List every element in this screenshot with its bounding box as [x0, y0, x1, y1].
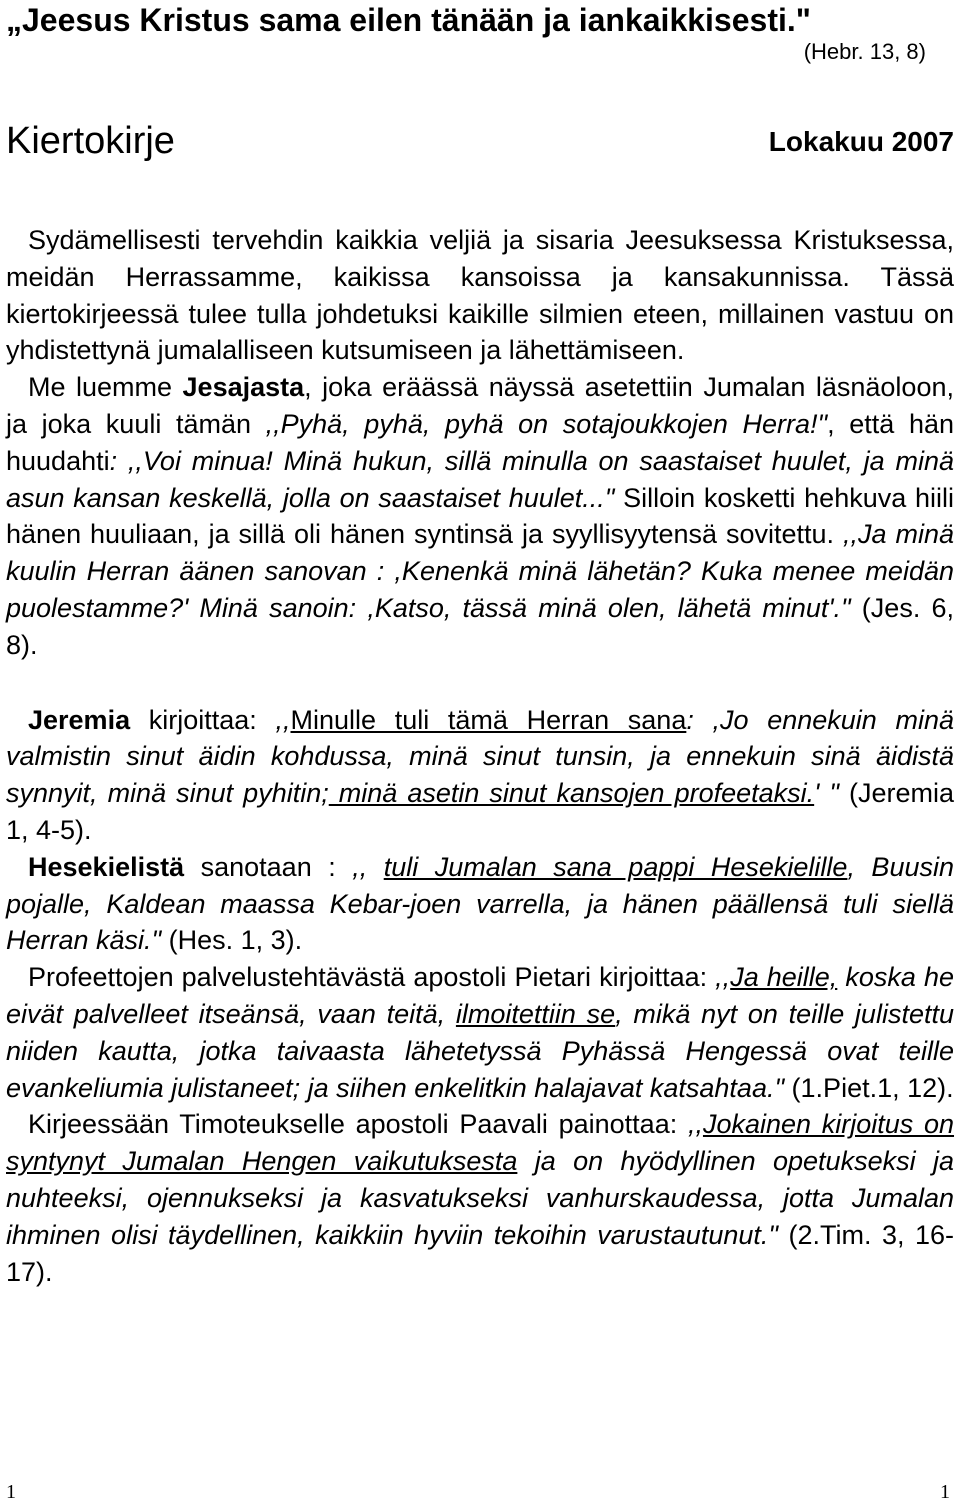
- paragraph-hesekiel: Hesekielistä sanotaan : ,, tuli Jumalan sana pappi Hesekielille, Buusin pojalle, Kaldean maassa Kebar-joen varrella, ja hänen päällensä tuli siellä Herran käsi." (Hes. 1, 3).: [6, 851, 954, 956]
- paragraph-pietari: Profeettojen palvelustehtävästä apostoli Pietari kirjoittaa: ,,Ja heille, koska he eivät palvelleet itseänsä, vaan teitä, ilmoitettiin se, mikä nyt on teille julistettu niiden kautta, jotka taivaasta lähetetyssä Pyhässä Hengessä ovat teille evankeliumia julistaneet; ja siihen enkelitkin halajavat katsahtaa." (1.Piet.1, 12).: [6, 962, 954, 1103]
- paragraph-jeremia: Jeremia kirjoittaa: ,,Minulle tuli tämä Herran sana: ,Jo ennekuin minä valmistin sinut äidin kohdussa, minä sinut tunsin, ja ennekuin sinä äidistä synnyit, minä sinut pyhitin; minä asetin sinut kansojen profeetaksi.' " (Jeremia 1, 4-5).: [6, 704, 954, 845]
- document-date: Lokakuu 2007: [768, 126, 954, 157]
- motto-heading: „Jeesus Kristus sama eilen tänään ja iankaikkisesti.": [6, 2, 811, 38]
- page-number-left: 1: [6, 1481, 16, 1503]
- underlined-quote: Ja heille,: [730, 962, 838, 993]
- quote: ,,Pyhä, pyhä, pyhä on sotajoukkojen Herra!": [265, 408, 828, 439]
- document-title: Kiertokirje: [6, 120, 175, 162]
- underlined-quote: ilmoitettiin se: [455, 998, 616, 1029]
- name-hesekiel: Hesekielistä: [28, 851, 185, 882]
- name-jeremia: Jeremia: [28, 704, 131, 735]
- title-row: [6, 116, 954, 166]
- underlined-quote: Minulle tuli tämä Herran sana: [290, 704, 687, 735]
- quote: ,,Ja minä kuulin Herran äänen sanovan : ,Kenenkä minä lähetän? Kuka menee meidän puolestamme?' Minä sanoin: ,Katso, tässä minä olen, lähetä minut'.": [6, 519, 954, 623]
- quote: : ,,Voi minua! Minä hukun, sillä minulla on saastaiset huulet, ja minä asun kansan keskellä, jolla on saastaiset huulet...": [6, 445, 954, 513]
- paragraph-paavali: Kirjeessään Timoteukselle apostoli Paavali painottaa: ,,Jokainen kirjoitus on syntynyt Jumalan Hengen vaikutuksesta ja on hyödyllinen opetukseksi ja nuhteeksi, ojennukseksi ja kasvatukseksi vanhurskaudessa, jotta Jumalan ihminen olisi täydellinen, kaikkiin hyviin tekoihin varustautunut." (2.Tim. 3, 16-17).: [6, 1109, 955, 1287]
- paragraph-jesaja: Me luemme Jesajasta, joka eräässä näyssä asetettiin Jumalan läsnäoloon, ja joka kuuli tämän ,,Pyhä, pyhä, pyhä on sotajoukkojen Herra!", että hän huudahti: ,,Voi minua! Minä hukun, sillä minulla on saastaiset huulet, ja minä asun kansan keskellä, jolla on saastaiset huulet..." Silloin kosketti hehkuva hiili hänen huuliaan, ja sillä oli hänen syntinsä ja syyllisyytensä sovitettu. ,,Ja minä kuulin Herran äänen sanovan : ,Kenenkä minä lähetän? Kuka menee meidän puolestamme?' Minä sanoin: ,Katso, tässä minä olen, lähetä minut'." (Jes. 6, 8).: [6, 372, 954, 660]
- underlined-quote: minä asetin sinut kansojen profeetaksi.: [328, 778, 815, 809]
- underlined-quote: Jokainen kirjoitus on syntynyt Jumalan Hengen vaikutuksesta: [6, 1109, 955, 1177]
- motto-reference: (Hebr. 13, 8): [803, 39, 926, 64]
- underlined-quote: tuli Jumalan sana pappi Hesekielille: [383, 851, 848, 882]
- paragraph-greeting: Sydämellisesti tervehdin kaikkia veljiä ja sisaria Jeesuksessa Kristuksessa, meidän Herrassamme, kaikissa kansoissa ja kansakunnissa. Tässä kiertokirjeessä tulee tulla johdetuksi kaikille silmien eteen, millainen vastuu on yhdistettynä jumalalliseen kutsumiseen ja lähettämiseen.: [6, 225, 954, 366]
- page-number-right: 1: [940, 1481, 950, 1503]
- name-jesaja: Jesajasta: [182, 372, 305, 403]
- letter-body: [6, 222, 954, 1290]
